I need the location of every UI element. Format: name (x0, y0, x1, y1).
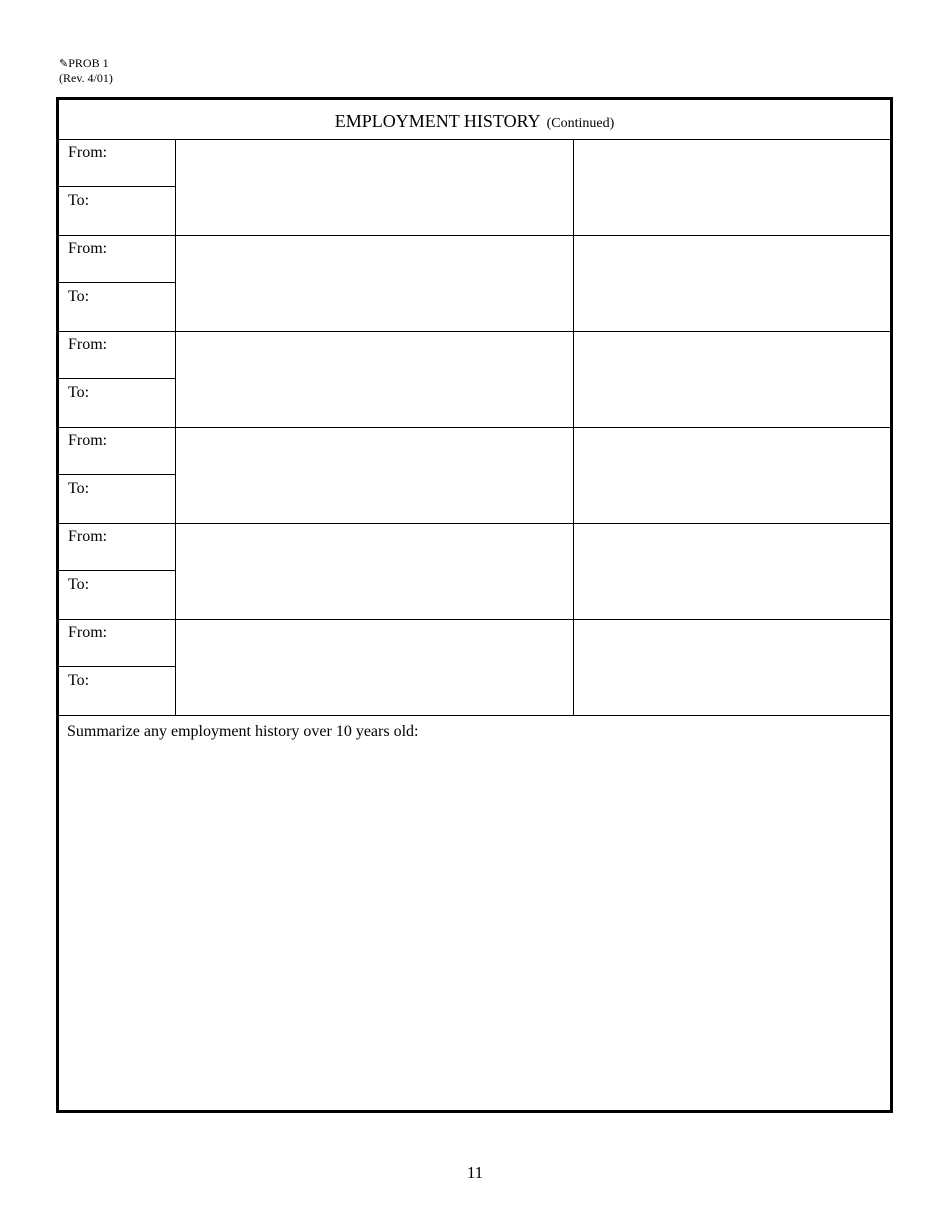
date-cell (59, 620, 176, 715)
employment-row (59, 332, 890, 428)
pencil-icon: ✎ (59, 58, 69, 70)
to-label: To: (68, 384, 90, 401)
to-date-field[interactable] (59, 668, 175, 715)
to-date-field[interactable] (59, 284, 175, 331)
form-id (59, 56, 109, 71)
employer-field[interactable] (176, 236, 574, 331)
from-date-field[interactable] (59, 332, 175, 379)
employment-history-form (56, 97, 893, 1113)
details-field[interactable] (575, 140, 890, 235)
from-label: From: (68, 240, 108, 257)
form-revision: (Rev. 4/01) (59, 71, 113, 85)
from-label: From: (68, 144, 108, 161)
details-field[interactable] (575, 236, 890, 331)
summary-label: Summarize any employment history over 10 years old: (67, 723, 419, 740)
details-field[interactable] (575, 524, 890, 619)
page-number: 11 (466, 1163, 484, 1182)
title-text: EMPLOYMENT HISTORY (334, 111, 541, 131)
from-date-field[interactable] (59, 524, 175, 571)
employment-row (59, 428, 890, 524)
summary-field[interactable] (59, 717, 890, 1110)
to-label: To: (68, 576, 90, 593)
from-label: From: (68, 336, 108, 353)
form-title (59, 100, 890, 140)
to-label: To: (68, 480, 90, 497)
employer-field[interactable] (176, 524, 574, 619)
details-field[interactable] (575, 332, 890, 427)
to-label: To: (68, 192, 90, 209)
date-cell (59, 140, 176, 235)
from-label: From: (68, 528, 108, 545)
employer-field[interactable] (176, 140, 574, 235)
employment-row (59, 620, 890, 716)
from-label: From: (68, 432, 108, 449)
to-date-field[interactable] (59, 476, 175, 523)
employer-field[interactable] (176, 428, 574, 523)
title-suffix: (Continued) (546, 116, 615, 131)
to-label: To: (68, 288, 90, 305)
date-cell (59, 428, 176, 523)
date-cell (59, 524, 176, 619)
employment-row (59, 524, 890, 620)
from-date-field[interactable] (59, 236, 175, 283)
details-field[interactable] (575, 620, 890, 715)
from-date-field[interactable] (59, 428, 175, 475)
date-cell (59, 236, 176, 331)
form-id-text: PROB 1 (68, 56, 109, 70)
employer-field[interactable] (176, 620, 574, 715)
details-field[interactable] (575, 428, 890, 523)
from-date-field[interactable] (59, 140, 175, 187)
to-label: To: (68, 672, 90, 689)
to-date-field[interactable] (59, 188, 175, 235)
employment-row (59, 236, 890, 332)
from-label: From: (68, 624, 108, 641)
employer-field[interactable] (176, 332, 574, 427)
date-cell (59, 332, 176, 427)
employment-row (59, 140, 890, 236)
from-date-field[interactable] (59, 620, 175, 667)
to-date-field[interactable] (59, 380, 175, 427)
to-date-field[interactable] (59, 572, 175, 619)
